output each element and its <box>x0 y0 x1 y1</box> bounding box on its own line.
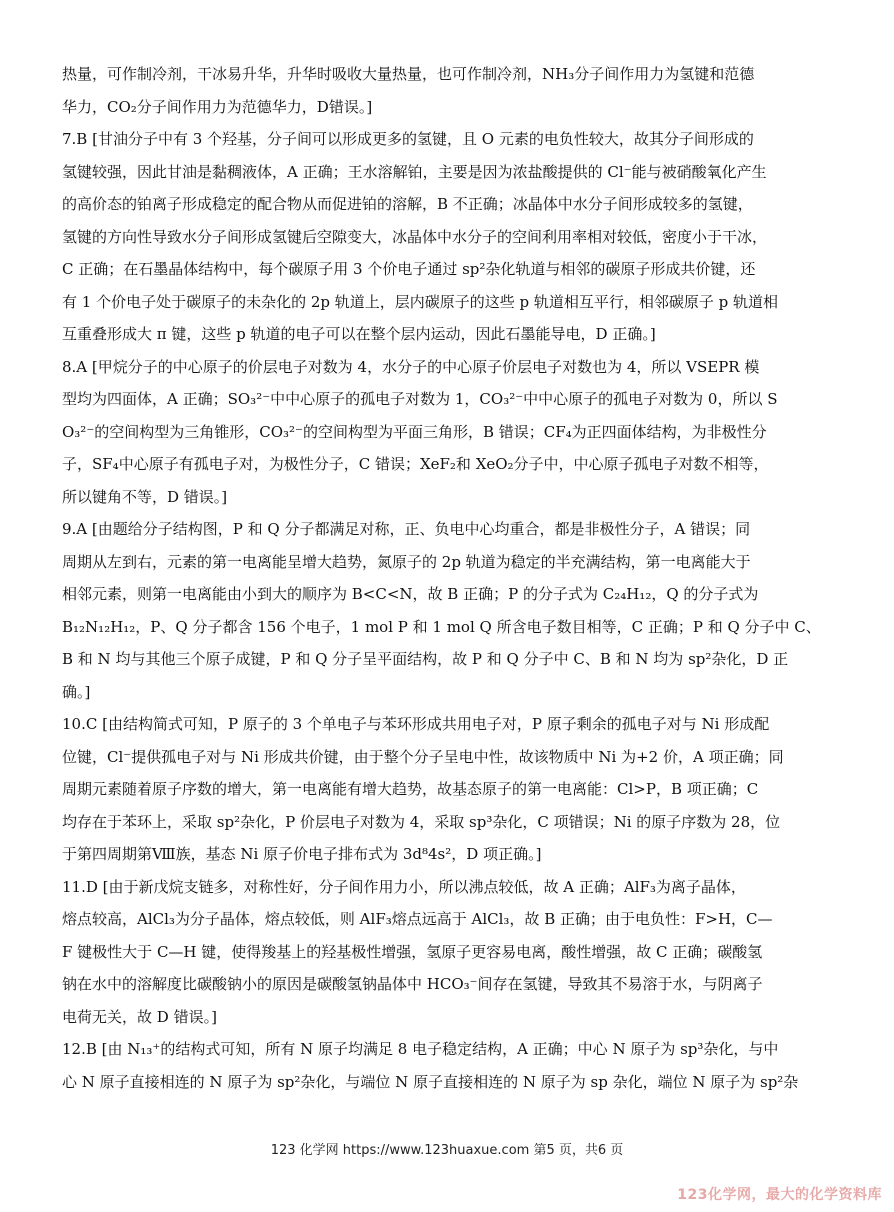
text-line: 熔点较高，AlCl₃为分子晶体，熔点较低，则 AlF₃熔点远高于 AlCl₃，故 B 正确；由于电负性：F>H，C— <box>62 910 773 928</box>
text-line: 华力，CO₂分子间作用力为范德华力，D错误。] <box>62 97 373 116</box>
text-line: 周期从左到右，元素的第一电离能呈增大趋势，氮原子的 2p 轨道为稳定的半充满结构，第一电离能大于 <box>62 552 751 571</box>
text-line: B₁₂N₁₂H₁₂，P、Q 分子都含 156 个电子，1 mol P 和 1 mol Q 所含电子数目相等，C 正确；P 和 Q 分子中 C、 <box>62 617 821 636</box>
answer-explanations <box>62 58 834 1098</box>
text-line: 氢键较强，因此甘油是黏稠液体，A 正确；王水溶解铂，主要是因为浓盐酸提供的 Cl⁻能与被硝酸氧化产生 <box>62 162 767 181</box>
text-line: 9.A [由题给分子结构图，P 和 Q 分子都满足对称，正、负电中心均重合，都是非极性分子，A 错误；同 <box>62 520 751 538</box>
text-line: F 键极性大于 C—H 键，使得羧基上的羟基极性增强，氢原子更容易电离，酸性增强，故 C 正确；碳酸氢 <box>62 942 763 961</box>
text-line: 钠在水中的溶解度比碳酸钠小的原因是碳酸氢钠晶体中 HCO₃⁻间存在氢键，导致其不易溶于水，与阴离子 <box>62 975 763 993</box>
text-line: 位键，Cl⁻提供孤电子对与 Ni 形成共价键，由于整个分子呈电中性，故该物质中 Ni 为+2 价，A 项正确；同 <box>62 747 784 766</box>
text-line: 于第四周期第Ⅷ族，基态 Ni 原子价电子排布式为 3d⁸4s²，D 项正确。] <box>62 845 542 863</box>
text-line: 7.B [甘油分子中有 3 个羟基，分子间可以形成更多的氢键，且 O 元素的电负性较大，故其分子间形成的 <box>62 130 754 148</box>
text-line: 氢键的方向性导致水分子间形成氢键后空隙变大，冰晶体中水分子的空间利用率相对较低，密度小于干冰， <box>62 227 768 246</box>
text-line: 所以键角不等，D 错误。] <box>62 487 228 506</box>
text-line: 互重叠形成大 π 键，这些 p 轨道的电子可以在整个层内运动，因此石墨能导电，D 正确。] <box>62 325 656 343</box>
text-line: C 正确；在石墨晶体结构中，每个碳原子用 3 个价电子通过 sp²杂化轨道与相邻的碳原子形成共价键，还 <box>62 260 756 278</box>
text-line: 心 N 原子直接相连的 N 原子为 sp²杂化，与端位 N 原子直接相连的 N 原子为 sp 杂化，端位 N 原子为 sp²杂 <box>62 1072 799 1091</box>
text-line: 周期元素随着原子序数的增大，第一电离能有增大趋势，故基态原子的第一电离能：Cl>P，B 项正确；C <box>62 780 759 798</box>
page-footer: 123 化学网 https://www.123huaxue.com 第5 页，共6 页 <box>270 1143 624 1158</box>
text-line: 11.D [由于新戊烷支链多，对称性好，分子间作用力小，所以沸点较低，故 A 正确；AlF₃为离子晶体， <box>62 877 746 896</box>
text-line: 10.C [由结构简式可知，P 原子的 3 个单电子与苯环形成共用电子对，P 原子剩余的孤电子对与 Ni 形成配 <box>62 715 770 733</box>
site-watermark: 123化学网，最大的化学资料库 <box>677 1187 882 1203</box>
text-line: 子，SF₄中心原子有孤电子对，为极性分子，C 错误；XeF₂和 XeO₂分子中，中心原子孤电子对数不相等， <box>62 455 769 473</box>
text-line: B 和 N 均与其他三个原子成键，P 和 Q 分子呈平面结构，故 P 和 Q 分子中 C、B 和 N 均为 sp²杂化，D 正 <box>62 650 789 668</box>
text-line: O₃²⁻的空间构型为三角锥形，CO₃²⁻的空间构型为平面三角形，B 错误；CF₄为正四面体结构，为非极性分 <box>62 422 767 441</box>
text-line: 确。] <box>62 682 91 701</box>
text-line: 12.B [由 N₁₃⁺的结构式可知，所有 N 原子均满足 8 电子稳定结构，A 正确；中心 N 原子为 sp³杂化，与中 <box>62 1040 779 1058</box>
text-line: 电荷无关，故 D 错误。] <box>62 1007 217 1026</box>
text-line: 8.A [甲烷分子的中心原子的价层电子对数为 4，水分子的中心原子价层电子对数也为 4，所以 VSEPR 模 <box>62 357 760 376</box>
text-line: 均存在于苯环上，采取 sp²杂化，P 价层电子对数为 4，采取 sp³杂化，C 项错误；Ni 的原子序数为 28，位 <box>62 812 781 831</box>
text-line: 相邻元素，则第一电离能由小到大的顺序为 B<C<N，故 B 正确；P 的分子式为 C₂₄H₁₂，Q 的分子式为 <box>62 585 759 603</box>
text-line: 的高价态的铂离子形成稳定的配合物从而促进铂的溶解，B 不正确；冰晶体中水分子间形成较多的氢键， <box>62 195 753 213</box>
text-line: 热量，可作制冷剂，干冰易升华，升华时吸收大量热量，也可作制冷剂，NH₃分子间作用力为氢键和范德 <box>62 65 755 83</box>
text-line: 有 1 个价电子处于碳原子的未杂化的 2p 轨道上，层内碳原子的这些 p 轨道相互平行，相邻碳原子 p 轨道相 <box>62 292 779 311</box>
text-line: 型均为四面体，A 正确；SO₃²⁻中中心原子的孤电子对数为 1，CO₃²⁻中中心原子的孤电子对数为 0，所以 S <box>62 390 778 408</box>
